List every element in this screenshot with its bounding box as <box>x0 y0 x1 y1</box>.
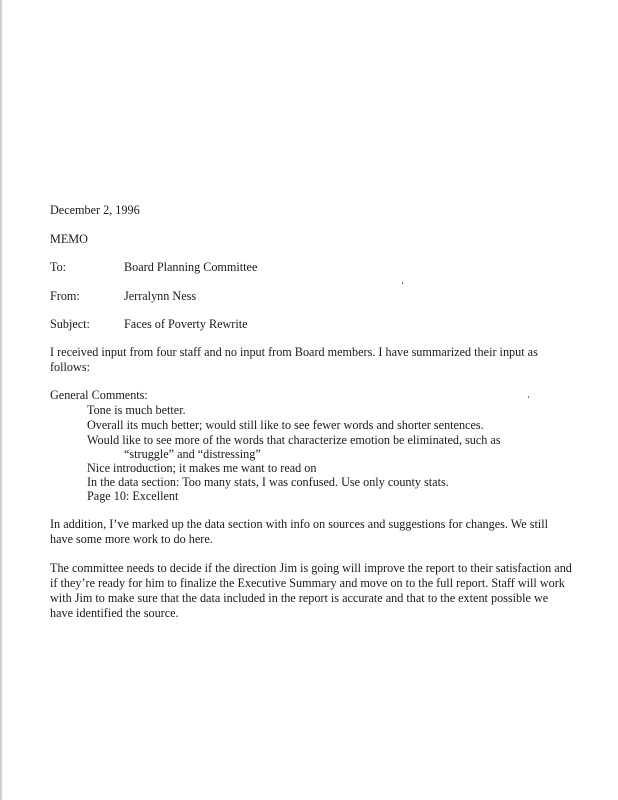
addition-line-2: have some more work to do here. <box>50 532 213 546</box>
comment-item: Page 10: Excellent <box>87 489 179 503</box>
closing-line-1: The committee needs to decide if the direction Jim is going will improve the report to their satisfaction and <box>50 561 572 575</box>
comment-item: Nice introduction; it makes me want to read on <box>87 461 317 475</box>
comment-item: In the data section: Too many stats, I was confused. Use only county stats. <box>87 475 449 489</box>
memo-date: December 2, 1996 <box>50 203 140 217</box>
subject-value: Faces of Poverty Rewrite <box>124 317 248 331</box>
comment-item-continuation: “struggle” and “distressing” <box>124 447 261 461</box>
from-value: Jerralynn Ness <box>124 289 197 303</box>
comment-item: Tone is much better. <box>87 403 186 417</box>
general-comments-heading: General Comments: <box>50 388 148 402</box>
comment-item: Overall its much better; would still like to see fewer words and shorter sentences. <box>87 418 484 432</box>
scan-speck <box>402 282 403 284</box>
to-label: To: <box>50 260 67 274</box>
comment-item: Would like to see more of the words that characterize emotion be eliminated, such as <box>87 433 501 447</box>
closing-line-4: have identified the source. <box>50 606 179 620</box>
addition-line-1: In addition, I’ve marked up the data section with info on sources and suggestions for changes. We still <box>50 517 549 531</box>
closing-line-2: if they’re ready for him to finalize the Executive Summary and move on to the full report. Staff will work <box>50 576 565 590</box>
from-label: From: <box>50 289 80 303</box>
scan-speck <box>528 396 529 398</box>
intro-line-1: I received input from four staff and no input from Board members. I have summarized their input as <box>50 345 538 359</box>
intro-line-2: follows: <box>50 360 90 374</box>
subject-label: Subject: <box>50 317 90 331</box>
closing-line-3: with Jim to make sure that the data included in the report is accurate and that to the extent possible we <box>50 591 549 605</box>
to-value: Board Planning Committee <box>124 260 258 274</box>
memo-heading: MEMO <box>50 232 88 246</box>
